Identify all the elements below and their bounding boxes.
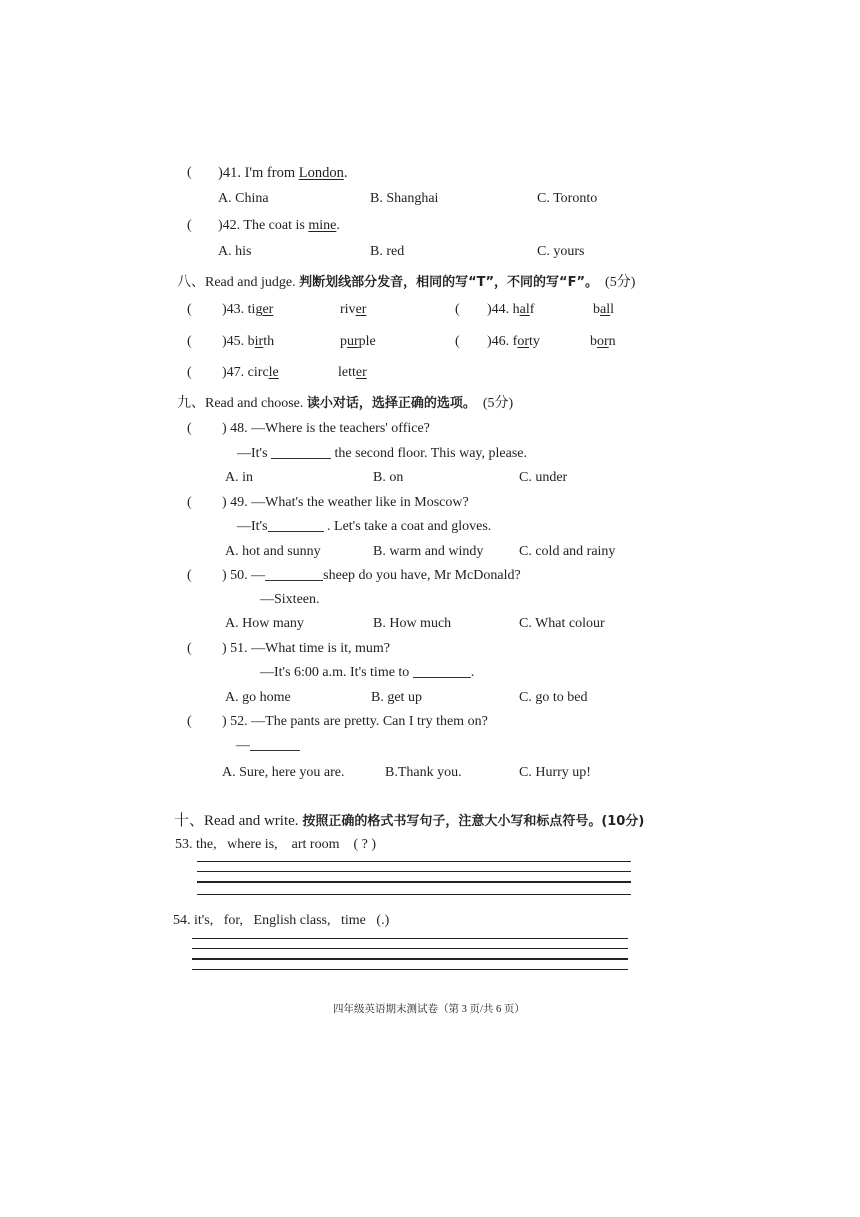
q45-word2: purple [340,334,376,349]
q53-writing-line-2[interactable] [197,871,631,872]
q50-question: ) 50. — sheep do you have, Mr McDonald? [222,568,521,583]
q51-question: ) 51. —What time is it, mum? [222,641,390,656]
q42-option-b: B. red [370,244,405,259]
q45-paren: ( [187,334,192,349]
q44-word2: ball [593,302,614,317]
q42-option-a: A. his [218,244,252,259]
q41-option-c: C. Toronto [537,191,598,206]
q50-option-b: B. How much [373,616,452,631]
q54-writing-line-3[interactable] [192,958,628,960]
q49-question: ) 49. —What's the weather like in Moscow? [222,495,469,510]
section9-heading: 九、Read and choose. 读小对话，选择正确的选项。 (5分) [177,396,514,411]
q49-option-c: C. cold and rainy [519,544,616,559]
q50-paren: ( [187,568,192,583]
q49-answer-line: —It's . Let's take a coat and gloves. [237,519,492,534]
q51-answer-line: —It's 6:00 a.m. It's time to . [260,665,475,680]
q51-option-c: C. go to bed [519,690,588,705]
q42-paren: ( [187,218,192,233]
q52-paren: ( [187,714,192,729]
q51-option-b: B. get up [371,690,422,705]
q41-paren: ( [187,165,192,180]
q52-option-a: A. Sure, here you are. [222,765,345,780]
q48-question: ) 48. —Where is the teachers' office? [222,421,430,436]
q48-option-b: B. on [373,470,404,485]
q46-paren: ( [455,334,460,349]
q43-word1: )43. tiger [222,302,274,317]
q48-option-a: A. in [225,470,253,485]
section10-heading: 十、Read and write. 按照正确的格式书写句子，注意大小写和标点符号。(10分) [174,813,645,829]
q54-words: 54. it's, for, English class, time (.) [173,913,390,928]
q44-paren: ( [455,302,460,317]
q53-writing-line-1[interactable] [197,861,631,862]
q53-words: 53. the, where is, art room ( ? ) [175,837,377,852]
q52-answer-line: — [236,737,300,755]
q54-writing-line-4[interactable] [192,969,628,970]
q47-paren: ( [187,365,192,380]
q48-option-c: C. under [519,470,568,485]
q43-word2: river [340,302,367,317]
q52-question: ) 52. —The pants are pretty. Can I try them on? [222,714,488,729]
q44-word1: )44. half [487,302,535,317]
q50-answer: —Sixteen. [260,592,320,607]
q41-option-b: B. Shanghai [370,191,439,206]
q53-writing-line-4[interactable] [197,894,631,895]
q47-word1: )47. circle [222,365,279,380]
q52-option-b: B.Thank you. [385,765,462,780]
q54-writing-line-2[interactable] [192,948,628,949]
q41-question: )41. I'm from London. [218,165,348,181]
q42-option-c: C. yours [537,244,585,259]
q50-option-a: A. How many [225,616,304,631]
q50-option-c: C. What colour [519,616,605,631]
q46-word1: )46. forty [487,334,540,349]
q48-paren: ( [187,421,192,436]
q45-word1: )45. birth [222,334,275,349]
section8-heading: 八、Read and judge. 判断划线部分发音，相同的写“T”，不同的写“F”。 (5分) [177,275,636,290]
q54-writing-line-1[interactable] [192,938,628,939]
q49-option-a: A. hot and sunny [225,544,321,559]
q46-word2: born [590,334,616,349]
q51-paren: ( [187,641,192,656]
q52-option-c: C. Hurry up! [519,765,591,780]
q42-question: )42. The coat is mine. [218,218,340,233]
page-footer: 四年级英语期末测试卷（第 3 页/共 6 页） [333,1004,525,1015]
q48-answer-line: —It's the second floor. This way, please. [237,446,527,461]
q47-word2: letter [338,365,367,380]
q53-writing-line-3[interactable] [197,881,631,883]
q51-option-a: A. go home [225,690,291,705]
q41-option-a: A. China [218,191,269,206]
q43-paren: ( [187,302,192,317]
q49-paren: ( [187,495,192,510]
q49-option-b: B. warm and windy [373,544,484,559]
